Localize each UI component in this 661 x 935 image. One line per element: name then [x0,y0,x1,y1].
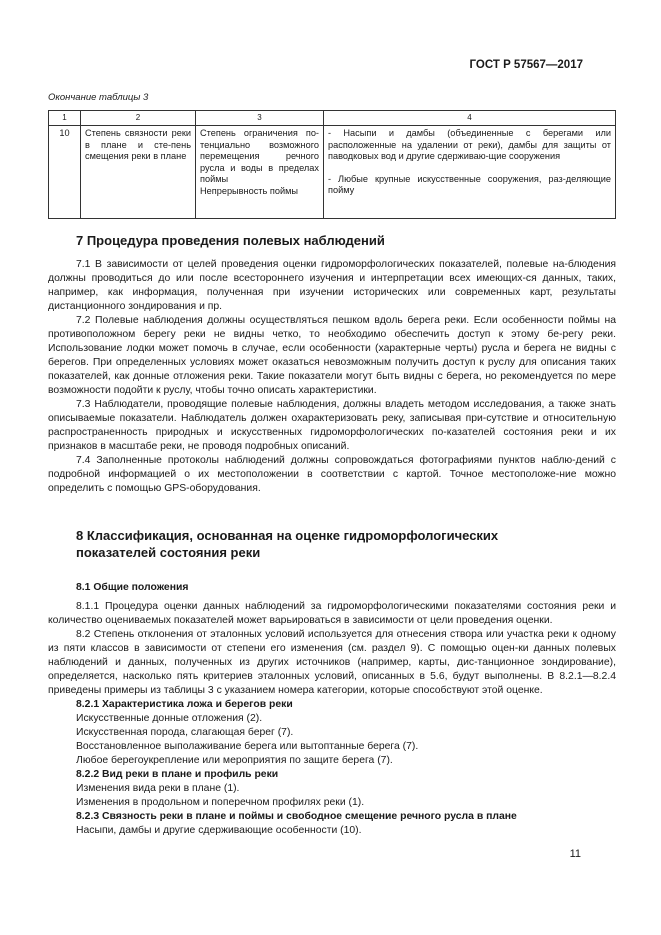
page-number: 11 [569,848,581,860]
list-item: Любое берегоукрепление или мероприятия по защите берега (7). [76,755,393,766]
table-caption: Окончание таблицы 3 [48,92,149,103]
col-number-3: 3 [196,111,324,126]
list-item: Искусственная порода, слагающая берег (7). [76,727,294,738]
list-item: Восстановленное выполаживание берега или вытоптанные берега (7). [76,741,419,752]
indicator-text: Степень связности реки в плане и сте-пень смещения реки в плане [85,128,191,162]
paragraph-8-1-1: 8.1.1 Процедура оценки данных наблюдений за гидроморфологическими показателями состояния реки и количество оцениваемых показателей может варьироваться в зависимости от цели проведения оценки. [48,601,616,626]
criteria-cell [196,126,324,219]
examples-cell [324,126,616,219]
paragraph-7-2: 7.2 Полевые наблюдения должны осуществляться пешком вдоль берега реки. Если особенности поймы на противоположном берегу реки не видны четко, то необходимо обеспечить доступ к этому бе-регу реки. Использование лодки может помочь в случае, если особенности (характерные черты) русла и берега не видны с берегов. При определенных условиях может оказаться невозможным получить доступ к руслу для описания таких показателей, как донные отложения реки. Такие показатели могут быть видны с берега, но рекомендуется по мере возможности подойти к руслу, чтобы точно описать характеристики. [48,315,616,396]
paragraph-7-3: 7.3 Наблюдатели, проводящие полевые наблюдения, должны владеть методом исследования, а также знать описываемые показатели. Наблюдатель должен охарактеризовать реку, записывая при-сутствие и относительную распространенность природных и искусственных гидроморфологических по-казателей состояния реки и их признаков в масштабе реки, не проводя подробных описаний. [48,399,616,452]
col-number-1: 1 [49,111,81,126]
table-column-numbers [49,111,616,126]
col-number-4: 4 [324,111,616,126]
subsection-8-2-1-title: 8.2.1 Характеристика ложа и берегов реки [76,699,293,710]
table-3-end [48,110,616,219]
section-7-title: 7 Процедура проведения полевых наблюдений [76,233,385,248]
list-item: Изменения в продольном и поперечном профилях реки (1). [76,797,365,808]
subsection-8-1-title: 8.1 Общие положения [76,582,189,593]
paragraph-7-1: 7.1 В зависимости от целей проведения оценки гидроморфологических показателей, полевые на-блюдения должны проводиться до или после всестороннего изучения и интерпретации всех имеющих-ся данных, таких, например, как информация, полученная при изучении исторических или современных карт, результаты дистанционного зондирования и пр. [48,259,616,312]
row-number: 10 [49,126,81,219]
paragraph-7-4: 7.4 Заполненные протоколы наблюдений должны сопровождаться фотографиями пунктов наблю-дений с подробной информацией о их местоположении в соответствии с картой. Точное местоположе-ние можно определить с помощью GPS-оборудования. [48,455,616,494]
example-1: - Насыпи и дамбы (объединенные с берегами или расположенные на удалении от реки), дамбы для защиты от паводковых вод и другие сдерживаю-щие сооружения [328,128,611,162]
list-item: Изменения вида реки в плане (1). [76,783,240,794]
table-row [49,126,616,219]
section-8-title-line-2: показателей состояния реки [76,545,261,560]
list-item: Искусственные донные отложения (2). [76,713,263,724]
paragraph-8-2: 8.2 Степень отклонения от эталонных условий используется для отнесения створа или участка реки к одному из пяти классов в зависимости от степени его изменения (см. раздел 9). С помощью оцен-ки данных полевых наблюдений и данных, полученных из других источников (например, карты, дис-танционное зондирование), определяется, насколько пять критериев эталонных условий, описанных в 5.6, будут выполнены. В 8.2.1—8.2.4 приведены примеры из таблицы 3 с указанием номера категории, которые способствуют этой оценке. [48,629,616,696]
example-2: - Любые крупные искусственные сооружения, раз-деляющие пойму [328,173,611,196]
criterion-1: Степень ограничения по-тенциально возможного перемещения речного русла и воды в пределах поймы [200,128,319,185]
subsection-8-2-2-title: 8.2.2 Вид реки в плане и профиль реки [76,769,279,780]
standard-header: ГОСТ Р 57567—2017 [469,59,583,71]
col-number-2: 2 [81,111,196,126]
list-item: Насыпи, дамбы и другие сдерживающие особенности (10). [76,825,362,836]
document-body [48,232,616,838]
criterion-2: Непрерывность поймы [200,185,298,196]
subsection-8-2-3-title: 8.2.3 Связность реки в плане и поймы и свободное смещение речного русла в плане [76,811,517,822]
indicator-cell [81,126,196,219]
section-8-title-line-1: 8 Классификация, основанная на оценке гидроморфологических [76,528,499,543]
